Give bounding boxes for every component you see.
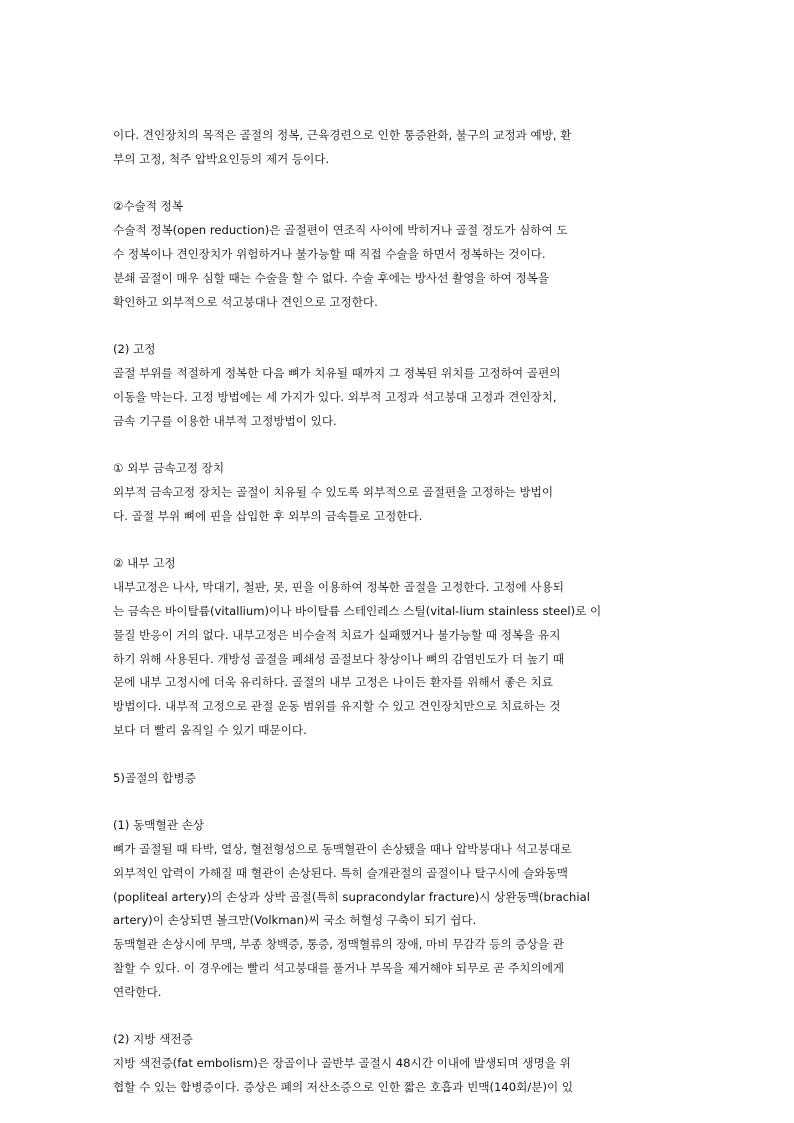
text-line: 문에 내부 고정시에 더욱 유리하다. 골절의 내부 고정은 나이든 환자를 위해서 좋은 치료 [113,675,553,690]
text-line: 하기 위해 사용된다. 개방성 골절을 폐쇄성 골절보다 창상이나 뼈의 감염빈도가 더 높기 때 [113,651,565,666]
text-line: (popliteal artery)의 손상과 상박 골절(특히 supracondylar fracture)시 상완동맥(brachial [113,889,590,904]
text-line: 골절 부위를 적절하게 정복한 다음 뼈가 치유될 때까지 그 정복된 위치를 고정하여 골편의 [113,365,561,380]
paragraph-gap [113,172,698,196]
section-fat-embolism [113,1028,698,1099]
paragraph-gap [113,314,698,338]
text-line: 지방 색전증(fat embolism)은 장골이나 골반부 골절시 48시간 이내에 발생되며 생명을 위 [113,1056,571,1071]
text-line: 동맥혈관 손상시에 무맥, 부종 창백증, 통증, 정맥혈류의 장애, 마비 무감각 등의 증상을 관 [113,937,564,952]
section-complications-heading [113,767,698,791]
text-line: 확인하고 외부적으로 석고붕대나 견인으로 고정한다. [113,294,378,309]
text-line: 분쇄 골절이 매우 심할 때는 수술을 할 수 없다. 수술 후에는 방사선 촬영을 하여 정복을 [113,270,550,285]
text-line: 내부고정은 나사, 막대기, 철판, 못, 핀을 이용하여 정복한 골절을 고정한다. 고정에 사용되 [113,580,564,595]
section-heading: 5)골절의 합병증 [113,770,196,785]
section-heading: ②수술적 정복 [113,199,184,214]
text-line: 찰할 수 있다. 이 경우에는 빨리 석고붕대를 풀거나 부목을 제거해야 되무로 곧 주치의에게 [113,960,565,975]
paragraph-gap [113,529,698,553]
text-line: 방법이다. 내부적 고정으로 관절 운동 범위를 유지할 수 있고 견인장치만으로 치료하는 것 [113,699,561,714]
section-internal-fixation [113,552,698,742]
text-line: 수 정복이나 견인장치가 위험하거나 불가능할 때 직접 수술을 하면서 정복하는 것이다. [113,246,546,261]
text-line: 보다 더 빨리 움직일 수 있기 때문이다. [113,722,307,737]
section-fixation [113,338,698,433]
text-line: 협할 수 있는 합병증이다. 증상은 폐의 저산소증으로 인한 짧은 호흡과 빈맥(140회/분)이 있 [113,1079,574,1094]
paragraph-traction-purpose [113,124,698,172]
paragraph-gap [113,1004,698,1028]
text-line: 수술적 정복(open reduction)은 골절편이 연조직 사이에 박히거나 골절 정도가 심하여 도 [113,223,568,238]
section-heading: (2) 지방 색전증 [113,1032,193,1047]
text-line: 외부적 금속고정 장치는 골절이 치유될 수 있도록 외부적으로 골절편을 고정하는 방법이 [113,484,554,499]
text-line: 금속 기구를 이용한 내부적 고정방법이 있다. [113,413,337,428]
text-line: 물질 반응이 거의 없다. 내부고정은 비수술적 치료가 실패했거나 불가능할 때 정복을 유지 [113,627,561,642]
section-open-reduction [113,195,698,314]
text-line: 부의 고정, 척주 압박요인등의 제거 등이다. [113,151,330,166]
text-line: 연락한다. [113,984,162,999]
text-line: 이다. 견인장치의 목적은 골절의 정복, 근육경련으로 인한 통증완화, 불구의 교정과 예방, 환 [113,128,572,142]
section-heading: ① 외부 금속고정 장치 [113,461,225,476]
text-line: 외부적인 압력이 가해질 때 혈관이 손상된다. 특히 슬개관절의 골절이나 탈구시에 슬와동맥 [113,865,568,880]
text-line: 이동을 막는다. 고정 방법에는 세 가지가 있다. 외부적 고정과 석고붕대 고정과 견인장치, [113,389,557,404]
paragraph-gap [113,790,698,814]
text-line: 다. 골절 부위 뼈에 핀을 삽입한 후 외부의 금속틀로 고정한다. [113,508,423,523]
section-arterial-injury [113,814,698,1004]
section-external-fixation [113,457,698,528]
section-heading: ② 내부 고정 [113,556,176,571]
text-line: artery)이 손상되면 볼크만(Volkman)씨 국소 허혈성 구축이 되기 쉽다. [113,913,477,928]
section-heading: (1) 동맥혈관 손상 [113,818,204,833]
section-heading: (2) 고정 [113,342,156,357]
text-line: 는 금속은 바이탈륨(vitallium)이나 바이탈륨 스테인레스 스틸(vital-lium stainless steel)로 이 [113,603,602,618]
paragraph-gap [113,433,698,457]
paragraph-gap [113,743,698,767]
text-line: 뼈가 골절될 때 타박, 열상, 혈전형성으로 동맥혈관이 손상됐을 때나 압박붕대나 석고붕대로 [113,841,572,856]
